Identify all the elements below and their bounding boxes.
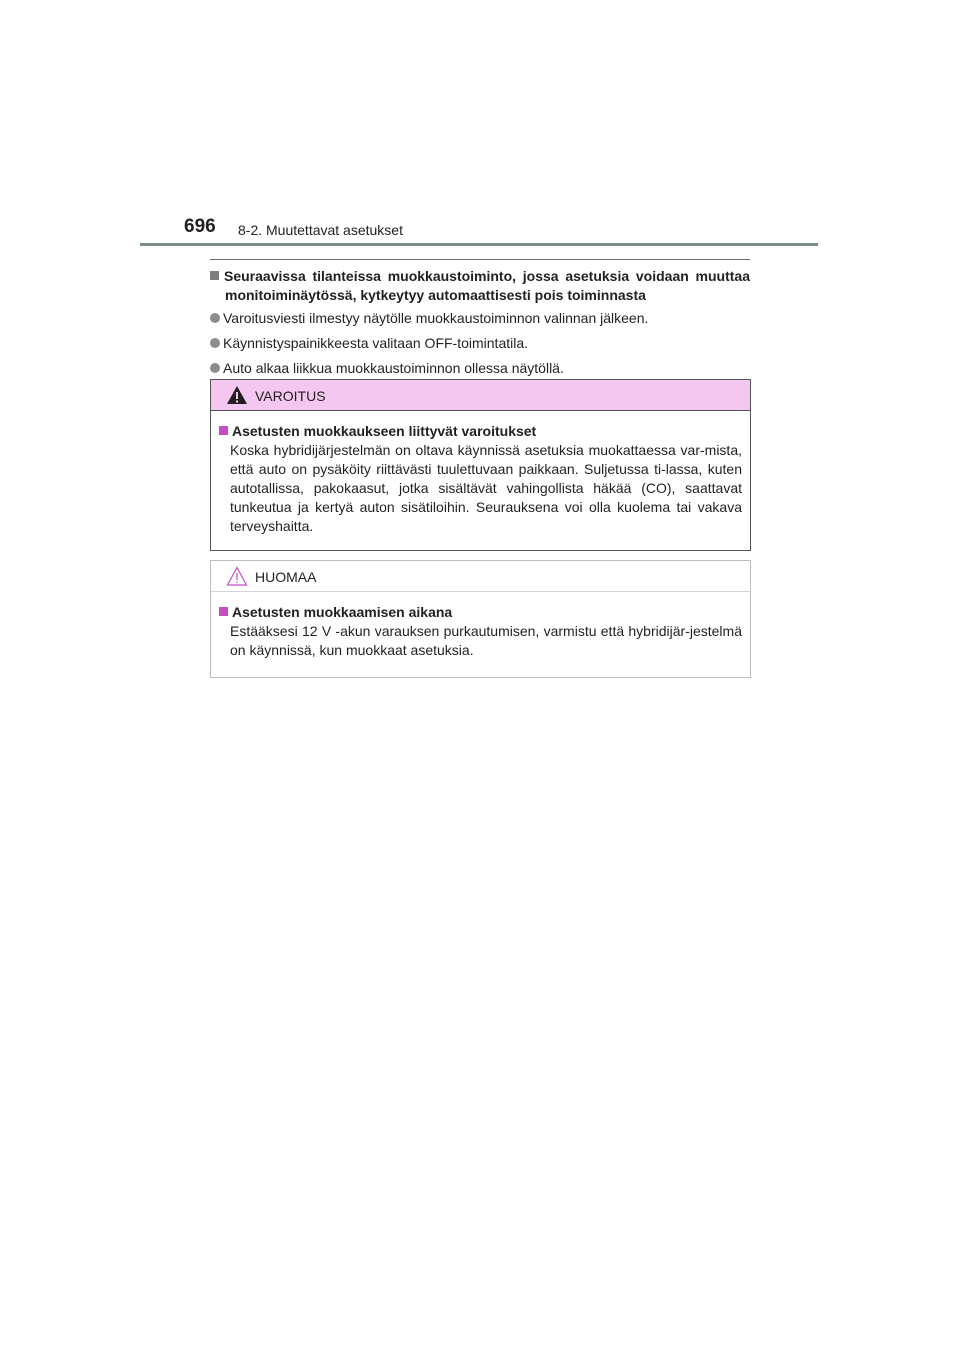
topic-divider (210, 259, 750, 260)
bullet-text: Varoitusviesti ilmestyy näytölle muokkaustoiminnon valinnan jälkeen. (223, 310, 649, 326)
warning-icon (226, 385, 248, 405)
list-item (210, 333, 750, 353)
list-item (210, 308, 750, 328)
notice-subheading (219, 603, 742, 622)
notice-title: HUOMAA (255, 569, 317, 585)
section-title: 8-2. Muutettavat asetukset (238, 222, 403, 238)
warning-box (210, 379, 751, 551)
bullet-text: Auto alkaa liikkua muokkaustoiminnon ollessa näytöllä. (223, 360, 564, 376)
warning-body (211, 411, 750, 536)
square-bullet-icon (219, 426, 228, 435)
bullet-dot-icon (210, 363, 220, 373)
notice-box (210, 560, 751, 678)
notice-subheading-text: Asetusten muokkaamisen aikana (232, 604, 453, 620)
notice-body (211, 592, 750, 660)
bullet-dot-icon (210, 313, 220, 323)
warning-header (211, 380, 750, 411)
warning-title: VAROITUS (255, 388, 326, 404)
topic-heading (210, 267, 750, 305)
header-divider (140, 243, 818, 246)
list-item (210, 358, 750, 378)
warning-text: Koska hybridijärjestelmän on oltava käynnissä asetuksia muokattaessa var-mista, että auto on pysäköity riittävästi tuulettuvaan paikkaan. Suljetussa ti-lassa, kuten autotallissa, pakokaasut, jotka sisältävät vahingollista häkää (CO), saattavat tunkeutua ja kertyä auton sisätiloihin. Seurauksena voi olla kuolema tai vakava terveyshaitta. (230, 442, 742, 534)
topic-section (210, 267, 750, 383)
bullet-list (210, 308, 750, 378)
warning-subheading-text: Asetusten muokkaukseen liittyvät varoitukset (232, 423, 537, 439)
caution-outline-icon (226, 566, 248, 586)
topic-heading-text: Seuraavissa tilanteissa muokkaustoiminto, jossa asetuksia voidaan muuttaa monitoiminäytössä, kytkeytyy automaattisesti pois toiminnasta (224, 268, 750, 303)
notice-text: Estääksesi 12 V -akun varauksen purkautumisen, varmistu että hybridijär-jestelmä on käynnissä, kun muokkaat asetuksia. (230, 623, 742, 658)
page-number: 696 (184, 216, 216, 237)
bullet-dot-icon (210, 338, 220, 348)
warning-subheading (219, 422, 742, 441)
notice-header (211, 561, 750, 592)
square-bullet-icon (219, 607, 228, 616)
bullet-text: Käynnistyspainikkeesta valitaan OFF-toimintatila. (223, 335, 529, 351)
square-bullet-icon (210, 271, 219, 280)
